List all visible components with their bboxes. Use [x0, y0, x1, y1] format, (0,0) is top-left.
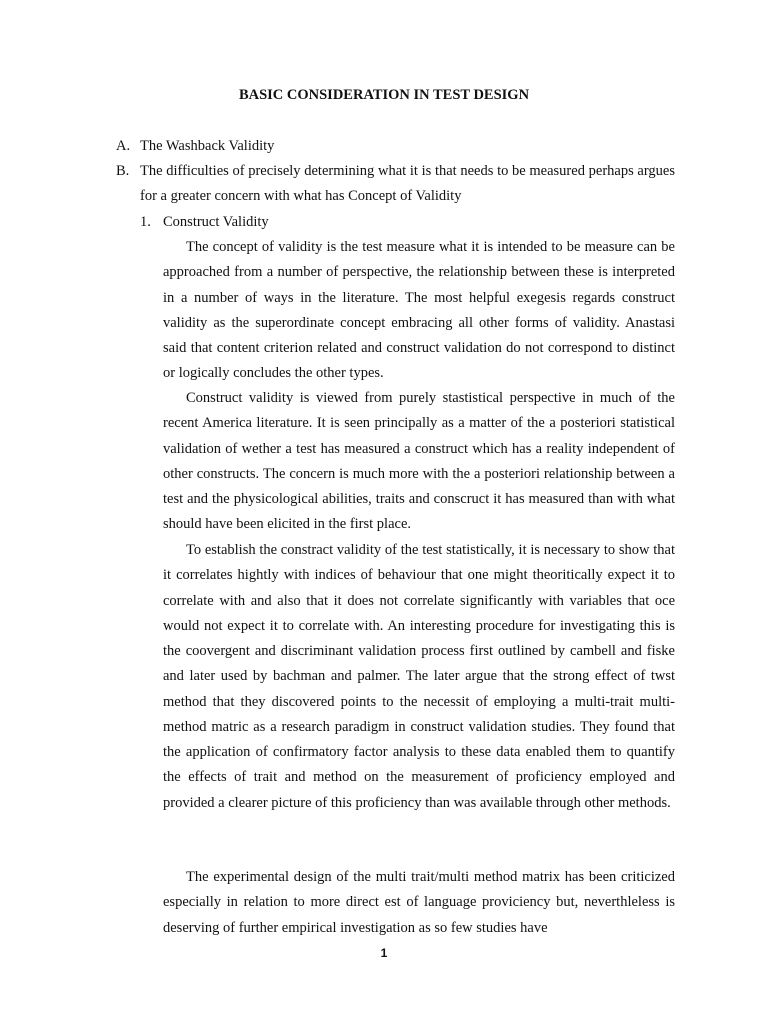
paragraph-3: To establish the constract validity of the test statistically, it is necessary to show that it correlates hightly with indices of behaviour that one might theoritically expect it to correlate with and also that it does not correlate significantly with variables that oce would not expect it to correlate with. An interesting procedure for investigating this is the coovergent and discriminant validation process first outlined by cambell and fiske and later used by bachman and palmer. The later argue that the strong effect of twst method that they discovered points to the necessit of employing a multi-trait multi-method matric as a research paradigm in construct validation studies. They found that the application of confirmatory factor analysis to these data enabled them to quantify the effects of trait and method on the measurement of proficiency employed and provided a clearer picture of this proficiency than was available through other methods.: [163, 542, 675, 811]
list-marker: A.: [116, 138, 131, 154]
paragraph-4: The experimental design of the multi trait/multi method matrix has been criticized especially in relation to more direct est of language proviciency but, neverthleless is deserving of further empirical investigation as so few studies have: [163, 869, 675, 936]
list-marker: 1.: [140, 214, 151, 230]
page-number: 1: [380, 946, 388, 960]
page-title: BASIC CONSIDERATION IN TEST DESIGN: [238, 87, 530, 103]
list-marker: B.: [116, 163, 130, 179]
list-item-text: Construct Validity: [163, 214, 269, 230]
paragraph-2: Construct validity is viewed from purely stastistical perspective in much of the recent America literature. It is seen principally as a matter of the a posteriori statistical validation of wether a test has measured a construct which has a reality independent of other constructs. The concern is much more with the a posteriori relationship between a test and the physicological abilities, traits and conscruct it has measured than with what should have been elicited in the first place.: [163, 390, 675, 533]
list-item-text: The difficulties of precisely determining what it is that needs to be measured perhaps argues for a greater concern with what has Concept of Validity: [140, 163, 675, 205]
paragraph-1: The concept of validity is the test measure what it is intended to be measure can be approached from a number of perspective, the relationship between these is interpreted in a number of ways in the literature. The most helpful exegesis regards construct validity as the superordinate concept embracing all other forms of validity. Anastasi said that content criterion related and construct validation do not correspond to distinct or logically concludes the other types.: [163, 239, 675, 382]
list-item-text: The Washback Validity: [140, 138, 275, 154]
